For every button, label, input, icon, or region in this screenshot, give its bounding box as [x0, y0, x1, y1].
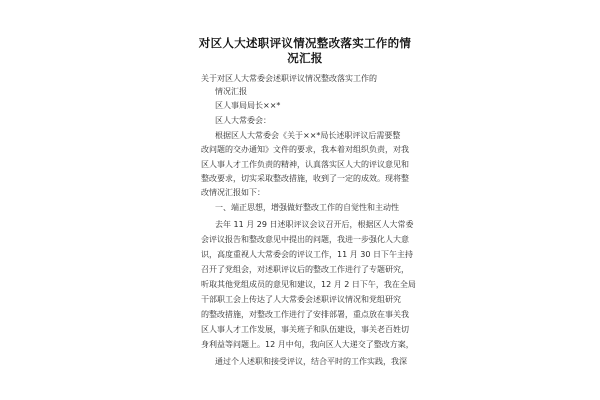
body-line: 整改要求，切实采取整改措施，收到了一定的成效。现将整 — [201, 174, 409, 183]
body-line: 区人事人才工作发展，事关班子和队伍建设，事关老百姓切 — [201, 325, 409, 334]
body-line: 改问题的交办通知》文件的要求，我本着对组织负责，对我 — [201, 145, 409, 154]
body-line: 听取其他党组成员的意见和建议，12 月 2 日下午，我在全局 — [201, 280, 416, 289]
section-heading: 一、端正思想，增强做好整改工作的自觉性和主动性 — [215, 203, 399, 212]
body-line: 去年 11 月 29 日述职评议会议召开后，根据区人大常委 — [215, 220, 414, 229]
subtitle-line2: 情况汇报 — [215, 87, 247, 96]
author-line: 区人事局局长××* — [215, 101, 281, 110]
subtitle-line1: 关于对区人大常委会述职评议情况整改落实工作的 — [201, 74, 377, 83]
body-line: 身利益等问题上。12 月中旬，我向区人大递交了整改方案， — [201, 340, 414, 349]
body-line: 根据区人大常委会《关于××*局长述职评议后需要整 — [215, 131, 401, 140]
salutation-line: 区人大常委会： — [215, 116, 271, 125]
body-line: 改情况汇报如下： — [201, 188, 265, 197]
body-line: 区人事人才工作负责的精神，认真落实区人大的评议意见和 — [201, 160, 409, 169]
document-title-line1: 对区人大述职评议情况整改落实工作的情 — [198, 36, 412, 50]
body-line: 会评议报告和整改意见中提出的问题，我进一步强化人大意 — [201, 235, 409, 244]
body-line: 召开了党组会，对述职评议后的整改工作进行了专题研究， — [201, 265, 409, 274]
body-line: 通过个人述职和接受评议，结合平时的工作实践，我深 — [215, 357, 407, 366]
body-line: 的整改措施，对整改工作进行了安排部署，重点放在事关我 — [201, 310, 409, 319]
document-title-line2: 况汇报 — [287, 51, 323, 65]
body-line: 干部职工会上传达了人大常委会述职评议情况和党组研究 — [201, 295, 401, 304]
body-line: 识，高度重视人大常委会的评议工作，11 月 30 日下午主持 — [201, 250, 413, 259]
